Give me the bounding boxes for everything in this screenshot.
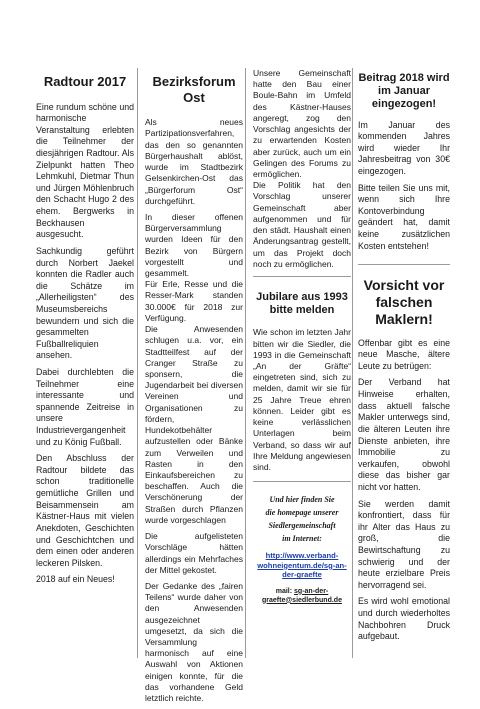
column-divider	[137, 68, 138, 658]
bezirksforum-title: Bezirksforum Ost	[152, 74, 236, 105]
bezirksforum-paragraph: Die Anwesenden schlugen u.a. vor, ein Stadtteilfest auf der Cranger Straße zu sponsern, die Jugendarbeit bei diversen Vereinen und Organisationen zu fördern, Hundekotbehälter aufzustellen oder Bänke zum Verweilen und Rasten in den Einkaufsbereichen zu beschaffen. Auch die Verschönerung der Straßen durch Pflanzen wurde vorgeschlagen	[145, 324, 243, 525]
makler-paragraph: Offenbar gibt es eine neue Masche, ältere Leute zu betrügen:	[358, 337, 450, 371]
bezirksforum-paragraph: Als neues Partizipationsverfahren, das den so genannten Bürgerhaushalt ablöst, wurde im Stadtbezirk Gelsenkirchen-Ost das „Bürgerforum Ost“ durchgeführt.	[145, 117, 243, 206]
email-link[interactable]: sg-an-der-graefte@siedlerbund.de	[262, 587, 342, 604]
boule-paragraph: Die Politik hat den Vorschlag unserer Gemeinschaft aber aufgenommen und für den städt. Haushalt einen Änderungsantrag gestellt, um das Projekt doch noch zu ermöglichen.	[253, 180, 351, 269]
bezirksforum-paragraph: Die aufgelisteten Vorschläge hätten allerdings ein Mehrfaches der Mittel gekostet.	[145, 531, 243, 575]
article-radtour	[36, 68, 134, 591]
bezirksforum-paragraph: In dieser offenen Bürgerversammlung wurden Ideen für den Bezirk von Bürgern vorgestellt und gesammelt.	[145, 211, 243, 279]
radtour-title: Radtour 2017	[43, 74, 127, 89]
makler-title: Vorsicht vor falschen Maklern!	[363, 277, 445, 327]
homepage-line: Siedlergemeinschaft	[268, 520, 336, 530]
beitrag-title: Beitrag 2018 wird im Januar eingezogen!	[358, 72, 450, 111]
article-jubilare	[253, 291, 351, 473]
homepage-line: im Internet:	[282, 533, 322, 543]
column-divider	[245, 68, 246, 658]
radtour-paragraph: 2018 auf ein Neues!	[36, 574, 115, 585]
makler-paragraph: Es wird wohl emotional und durch wiederholtes Nachbohren Druck aufgebaut.	[358, 596, 450, 642]
boule-paragraph: Unsere Gemeinschaft hatte den Bau einer Boule-Bahn im Umfeld des Kästner-Hauses angeregt, zog den Vorschlag angesichts der zu erwartenden Kosten aber zurück, auch um ein Gelingen des Forums zu ermöglichen.	[253, 68, 351, 179]
bezirksforum-paragraph: Der Gedanke des „fairen Teilens“ wurde daher von den Anwesenden ausgezeichnet umgesetzt, da sich die Versammlung harmonisch auf eine Auswahl von Aktionen einigen konnte, für die das vorhandene Geld letztlich reichte.	[145, 580, 243, 704]
makler-paragraph: Sie werden damit konfrontiert, dass für ihr Alter das Haus zu groß, die Bewirtschaftung zu schwierig und der heute erzielbare Preis hervorragend sei.	[358, 498, 450, 590]
homepage-box	[253, 482, 351, 605]
article-makler	[358, 277, 450, 643]
homepage-line: die homepage unserer	[265, 507, 339, 517]
column-three	[253, 68, 351, 605]
bezirksforum-paragraph: Für Erle, Resse und die Resser-Mark standen 30.000€ für 2018 zur Verfügung.	[145, 279, 243, 323]
article-beitrag	[358, 72, 450, 252]
section-divider	[358, 264, 450, 265]
article-bezirksforum	[145, 68, 243, 709]
jubilare-paragraph: Wie schon im letzten Jahr bitten wir die Siedler, die 1993 in die Gemeinschaft „An der Gräfte“ eingetreten sind, sich zu melden, damit wir sie für 25 Jahre Treue ehren können. Leider gibt es keine verlässlichen Unterlagen beim Verband, so dass wir auf Ihre Meldung angewiesen sind.	[253, 327, 351, 472]
email-line	[253, 588, 351, 606]
homepage-link[interactable]: http://www.verband-wohneigentum.de/sg-an-der-graefte	[257, 551, 347, 580]
beitrag-paragraph: Im Januar des kommenden Jahres wird wieder Ihr Jahresbeitrag von 30€ eingezogen.	[358, 119, 450, 176]
column-four	[358, 68, 450, 648]
column-divider	[352, 68, 353, 658]
section-divider	[253, 276, 351, 277]
email-label: mail:	[275, 587, 293, 595]
radtour-paragraph: Eine rundum schöne und harmonische Veranstaltung erlebten die Teilnehmer der diesjährigen Radtour. Als Zielpunkt hatten Theo Lehmkuhl, Dietmar Thun und Jürgen Möhlenbruch den Schacht Hugo 2 des ehem. Bergwerks in Beckhausen ausgesucht.	[36, 101, 134, 240]
homepage-line: Und hier finden Sie	[269, 495, 335, 505]
radtour-paragraph: Dabei durchlebten die Teilnehmer eine interessante und spannende Zeitreise in unsere Industrievergangenheit und zu König Fußball.	[36, 367, 134, 447]
makler-paragraph: Der Verband hat Hinweise erhalten, dass aktuell falsche Makler unterwegs sind, die älteren Leuten ihre Dienste anbieten, ihre Immobilie zu verkaufen, obwohl diese das bisher gar nicht vor hatten.	[358, 377, 450, 492]
jubilare-title: Jubilare aus 1993 bitte melden	[256, 290, 348, 317]
radtour-paragraph: Den Abschluss der Radtour bildete das schon traditionelle gemütliche Grillen und Beisammensein am Kästner-Haus mit vielen Anekdoten, Geschichten und Geschichtchen und dem einen oder anderen leckeren Pilsken.	[36, 453, 134, 568]
radtour-paragraph: Sachkundig geführt durch Norbert Jaekel konnten die Radler auch die Schätze im „Allerheiligsten“ des Museumsbereichs bewundern und sich die gesammelten Fußballreliquien ansehen.	[36, 245, 134, 361]
beitrag-paragraph: Bitte teilen Sie uns mit, wenn sich Ihre Kontoverbindung geändert hat, damit keine zusätzlichen Kosten entstehen!	[358, 182, 450, 251]
article-boule	[253, 68, 351, 270]
